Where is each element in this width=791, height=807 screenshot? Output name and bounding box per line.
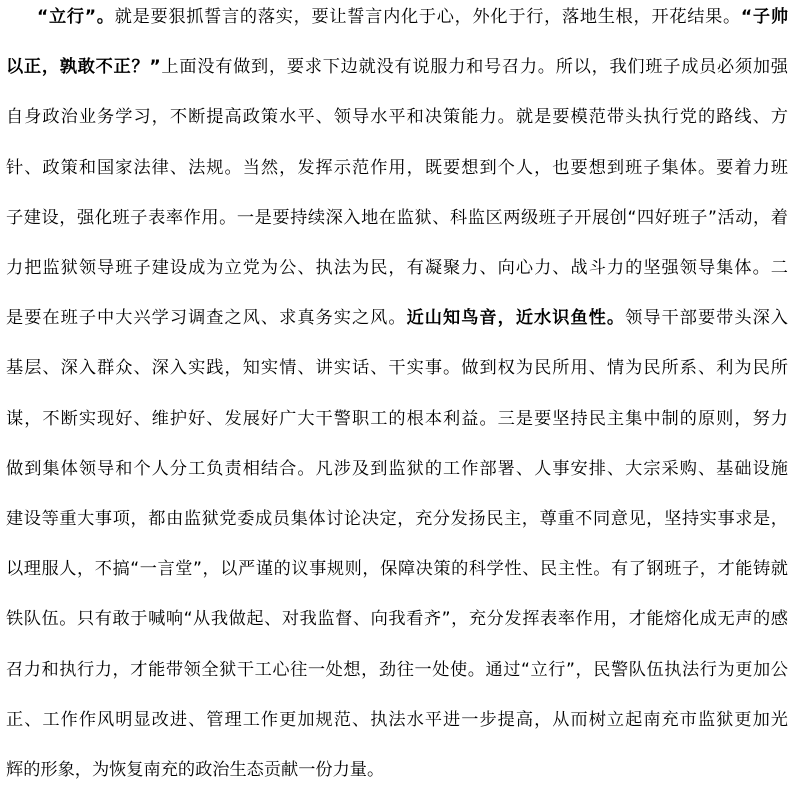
text-line: [37, 2, 788, 32]
text-line: [6, 253, 788, 283]
text-segment: 子建设，强化班子表率作用。一是要持续深入地在监狱、科监区两级班子开展创“四好班子”活动，着: [6, 207, 788, 228]
text-line: [6, 52, 788, 82]
text-line: [6, 404, 788, 434]
bold-text-segment: “立行”。: [37, 7, 115, 27]
bold-text-segment: “子帅: [740, 7, 789, 27]
text-segment: 谋，不断实现好、维护好、发展好广大干警职工的根本利益。三是要坚持民主集中制的原则，努力: [6, 408, 788, 429]
text-segment: 辉的形象，为恢复南充的政治生态贡献一份力量。: [6, 760, 385, 780]
text-line: [6, 554, 788, 584]
text-line: [6, 755, 788, 785]
bold-text-segment: 近山知鸟音，近水识鱼性。: [406, 308, 626, 329]
text-segment: 就是要狠抓誓言的落实，要让誓言内化于心，外化于行，落地生根，开花结果。: [114, 7, 741, 27]
text-line: [6, 655, 788, 685]
text-line: [6, 454, 788, 484]
text-segment: 是要在班子中大兴学习调查之风、求真务实之风。: [6, 308, 407, 329]
text-line: [6, 102, 788, 132]
text-segment: 针、政策和国家法律、法规。当然，发挥示范作用，既要想到个人，也要想到班子集体。要着力班: [6, 157, 788, 178]
text-segment: 上面没有做到，要求下边就没有说服力和号召力。所以，我们班子成员必须加强: [160, 57, 788, 78]
bold-text-segment: 以正，孰敢不正？”: [6, 57, 161, 78]
text-segment: 召力和执行力，才能带领全狱干工心往一处想，劲往一处使。通过“立行”，民警队伍执法行为更加公: [6, 659, 788, 680]
text-line: [6, 504, 788, 534]
text-segment: 力把监狱领导班子建设成为立党为公、执法为民，有凝聚力、向心力、战斗力的坚强领导集体。二: [6, 258, 788, 278]
text-segment: 铁队伍。只有敢于喊响“从我做起、对我监督、向我看齐”，充分发挥表率作用，才能熔化成无声的感: [6, 609, 788, 630]
text-line: [6, 353, 788, 383]
text-segment: 基层、深入群众、深入实践，知实情、讲实话、干实事。做到权为民所用、情为民所系、利为民所: [6, 358, 788, 379]
text-segment: 正、工作作风明显改进、管理工作更加规范、执法水平进一步提高，从而树立起南充市监狱更加光: [6, 709, 788, 730]
text-segment: 领导干部要带头深入: [625, 308, 788, 329]
text-segment: 建设等重大事项，都由监狱党委成员集体讨论决定，充分发扬民主，尊重不同意见，坚持实事求是，: [6, 509, 788, 529]
text-line: [6, 604, 788, 634]
text-line: [6, 705, 788, 735]
text-segment: 以理服人，不搞“一言堂”，以严谨的议事规则，保障决策的科学性、民主性。有了钢班子，才能铸就: [6, 559, 788, 580]
text-line: [6, 203, 788, 233]
text-line: [6, 303, 788, 333]
text-segment: 自身政治业务学习，不断提高政策水平、领导水平和决策能力。就是要模范带头执行党的路线、方: [6, 107, 788, 128]
text-segment: 做到集体领导和个人分工负责相结合。凡涉及到监狱的工作部署、人事安排、大宗采购、基础设施: [6, 458, 788, 479]
text-line: [6, 153, 788, 183]
